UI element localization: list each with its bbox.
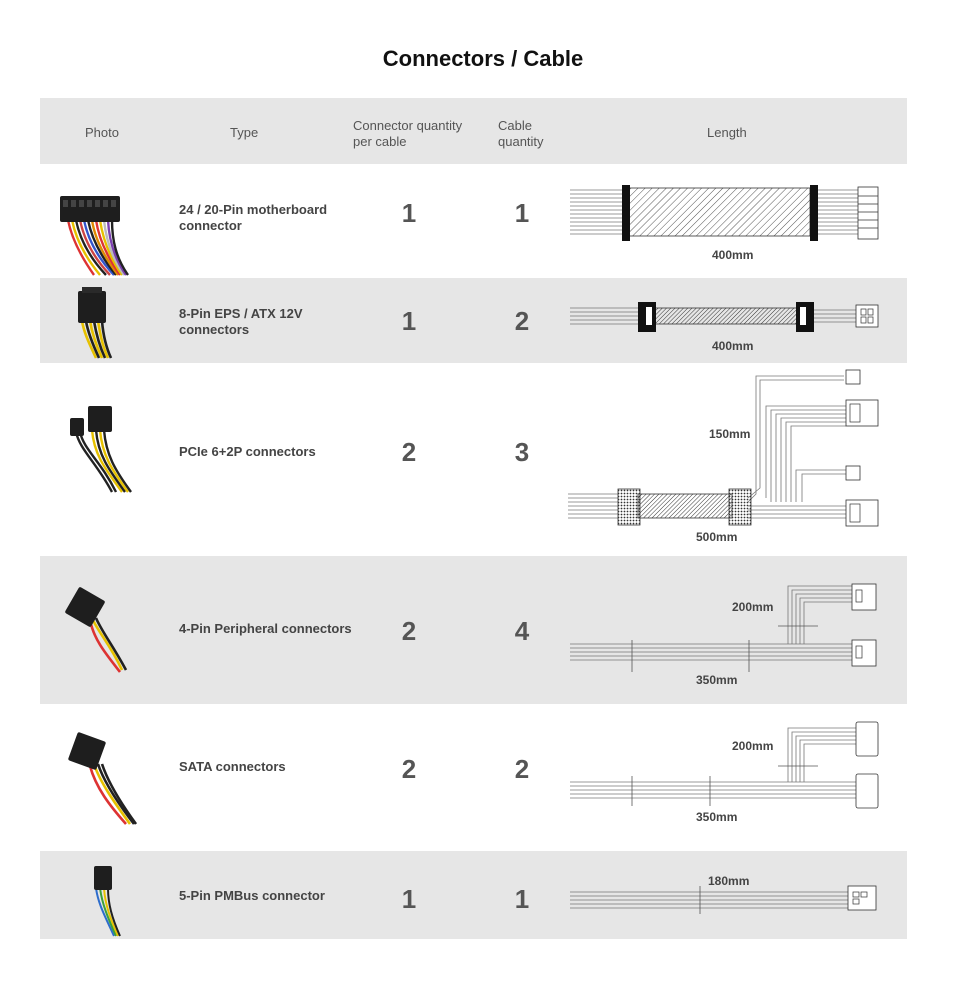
branch-length-label: 150mm — [709, 427, 751, 441]
branch-length-label: 200mm — [732, 600, 774, 614]
connector-quantity-value: 1 — [401, 884, 417, 914]
row-type-label: 24 / 20-Pin motherboard connector — [179, 202, 328, 233]
cable-quantity-value: 1 — [514, 884, 530, 914]
cable-length-diagram — [566, 182, 896, 242]
page-title: Connectors / Cable — [382, 46, 584, 71]
cable-quantity-value: 4 — [514, 616, 530, 646]
header-cable-quantity: Cable quantity — [498, 118, 544, 149]
row-type-label: PCIe 6+2P connectors — [179, 444, 316, 459]
connector-quantity-value: 2 — [401, 754, 417, 784]
header-type: Type — [230, 125, 259, 140]
cable-length-label: 350mm — [696, 673, 738, 687]
cable-length-diagram — [566, 366, 896, 534]
row-type-label: SATA connectors — [179, 759, 286, 774]
branch-length-label: 200mm — [732, 739, 774, 753]
header-photo: Photo — [85, 125, 119, 140]
cable-length-diagram — [566, 298, 896, 338]
cable-length-diagram — [566, 580, 896, 676]
connector-quantity-value: 1 — [401, 306, 417, 336]
cable-length-label: 400mm — [712, 339, 754, 353]
pmbus-5pin-connector-photo — [50, 860, 140, 938]
header-connector-quantity: Connector quantity per cable — [353, 118, 463, 149]
eps-8pin-connector-photo — [50, 283, 140, 361]
cable-quantity-value: 2 — [514, 754, 530, 784]
row-type-label: 4-Pin Peripheral connectors — [179, 621, 352, 636]
pcie-connector-photo — [50, 400, 140, 495]
cable-quantity-value: 1 — [514, 198, 530, 228]
motherboard-24pin-connector-photo — [50, 180, 140, 280]
connector-quantity-value: 2 — [401, 437, 417, 467]
cable-quantity-value: 3 — [514, 437, 530, 467]
table-header — [40, 98, 907, 164]
connector-quantity-value: 1 — [401, 198, 417, 228]
cable-quantity-value: 2 — [514, 306, 530, 336]
peripheral-4pin-connector-photo — [50, 582, 140, 674]
cable-length-label: 180mm — [708, 874, 750, 888]
cable-length-label: 400mm — [712, 248, 754, 262]
cable-length-diagram — [566, 720, 896, 816]
connector-quantity-value: 2 — [401, 616, 417, 646]
header-length: Length — [707, 125, 747, 140]
row-type-label: 5-Pin PMBus connector — [179, 888, 325, 903]
cable-length-label: 350mm — [696, 810, 738, 824]
sata-connector-photo — [50, 724, 140, 828]
row-type-label: 8-Pin EPS / ATX 12V connectors — [179, 306, 303, 337]
cable-length-label: 500mm — [696, 530, 738, 544]
